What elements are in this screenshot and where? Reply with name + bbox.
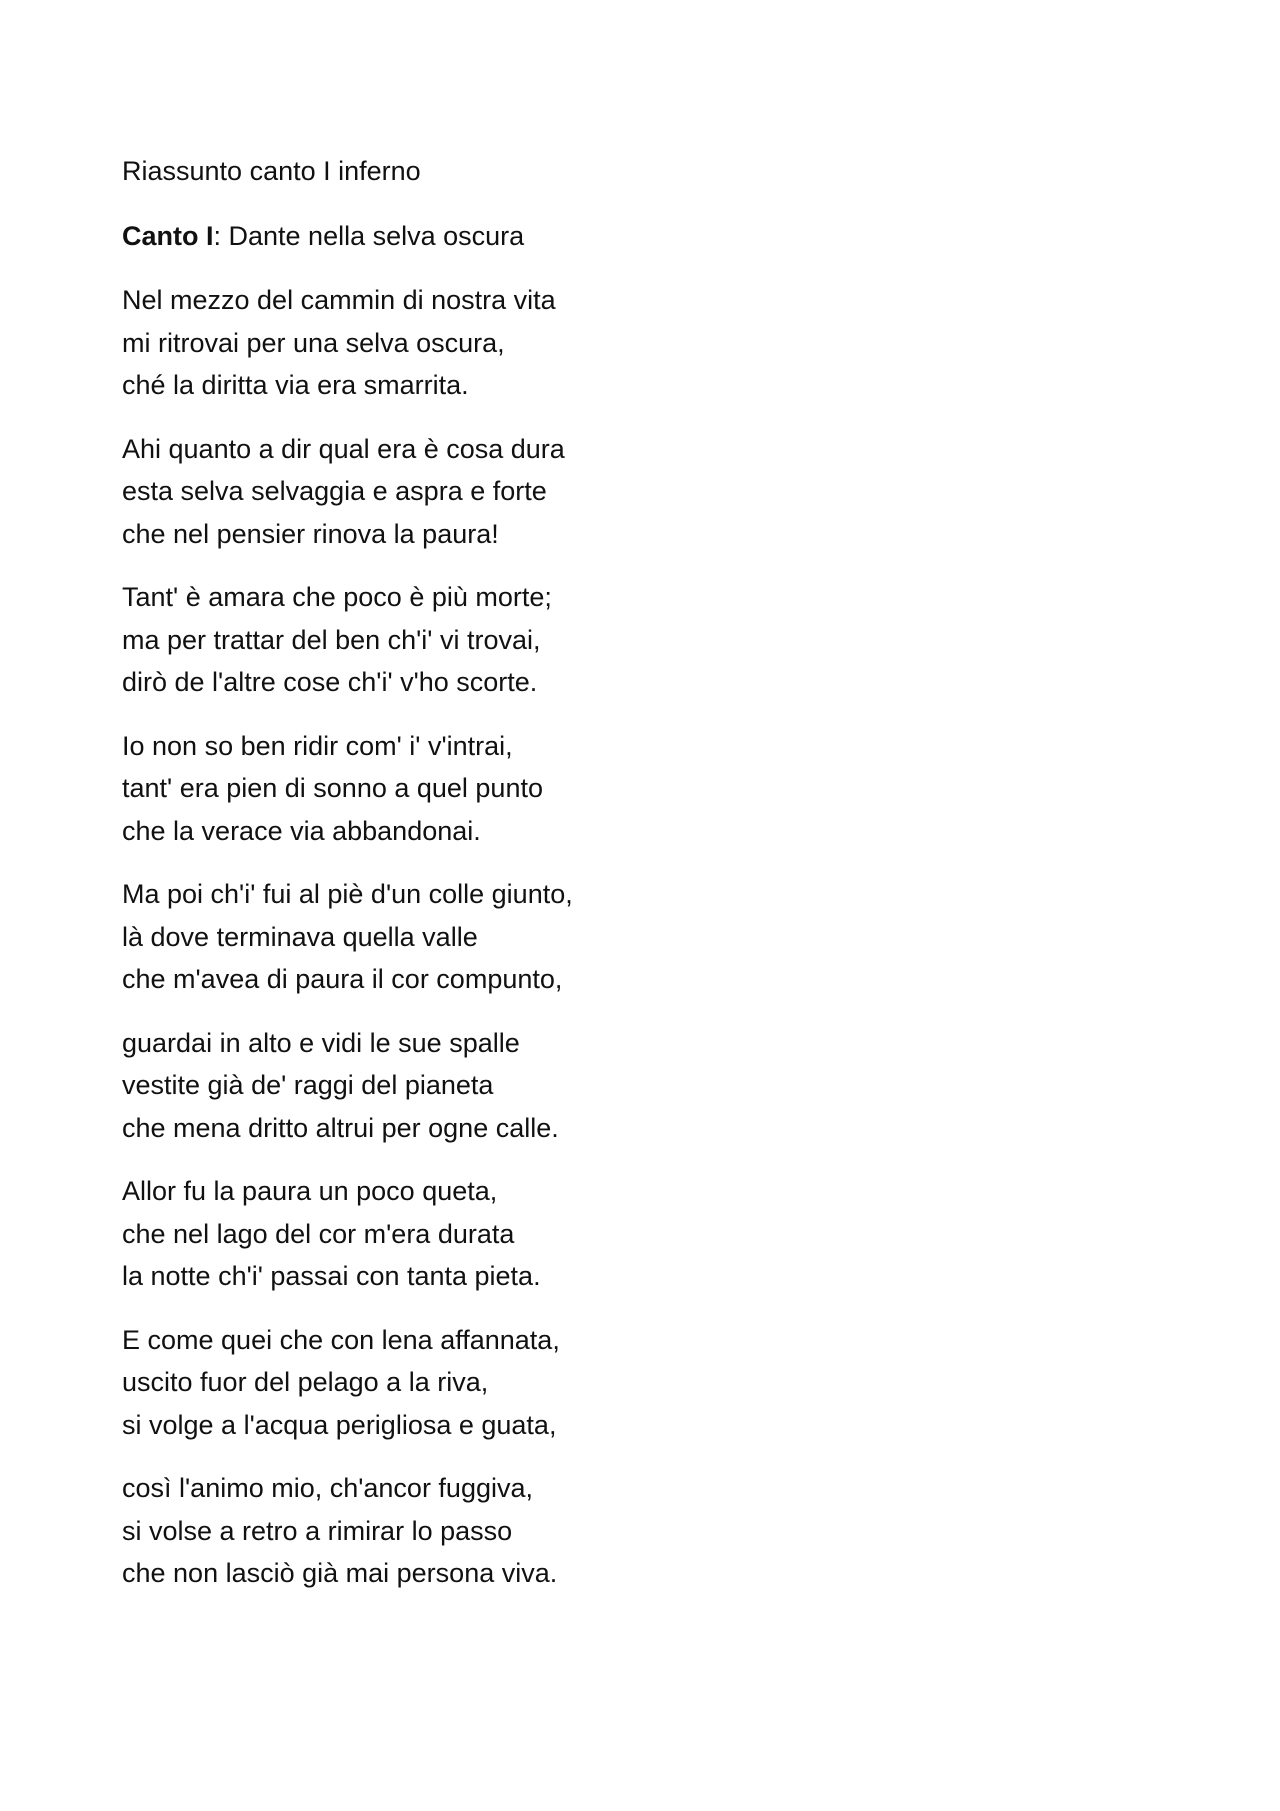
document-body xyxy=(122,150,1122,1616)
verse-line: dirò de l'altre cose ch'i' v'ho scorte. xyxy=(122,667,538,697)
stanza-2 xyxy=(122,428,1122,556)
stanza-4 xyxy=(122,725,1122,853)
stanza-3 xyxy=(122,576,1122,704)
verse-line: ma per trattar del ben ch'i' vi trovai, xyxy=(122,624,541,655)
stanza-9 xyxy=(122,1467,1122,1595)
verse-line: Ahi quanto a dir qual era è cosa dura xyxy=(122,433,565,464)
verse-line: vestite già de' raggi del pianeta xyxy=(122,1070,494,1100)
verse-line: si volse a retro a rimirar lo passo xyxy=(122,1515,513,1546)
canto-heading xyxy=(122,215,1122,258)
verse-line: ché la diritta via era smarrita. xyxy=(122,370,469,400)
stanza-1 xyxy=(122,279,1122,407)
verse-line: guardai in alto e vidi le sue spalle xyxy=(122,1027,520,1058)
canto-heading-label: Canto I xyxy=(122,220,214,251)
verse-line: là dove terminava quella valle xyxy=(122,921,478,952)
verse-line: Ma poi ch'i' fui al piè d'un colle giunto, xyxy=(122,879,573,909)
stanza-5 xyxy=(122,873,1122,1001)
verse-line: che mena dritto altrui per ogne calle. xyxy=(122,1112,559,1143)
verse-line: Nel mezzo del cammin di nostra vita xyxy=(122,285,556,315)
verse-line: che nel pensier rinova la paura! xyxy=(122,518,499,549)
verse-line: che la verace via abbandonai. xyxy=(122,815,481,846)
verse-line: si volge a l'acqua perigliosa e guata, xyxy=(122,1409,557,1440)
verse-line: Tant' è amara che poco è più morte; xyxy=(122,582,552,612)
verse-line: la notte ch'i' passai con tanta pieta. xyxy=(122,1261,541,1291)
verse-line: così l'animo mio, ch'ancor fuggiva, xyxy=(122,1473,533,1503)
canto-heading-subtitle: : Dante nella selva oscura xyxy=(213,220,525,251)
verse-line: Allor fu la paura un poco queta, xyxy=(122,1176,498,1206)
stanza-6 xyxy=(122,1022,1122,1150)
verse-line: esta selva selvaggia e aspra e forte xyxy=(122,476,547,506)
verse-line: che non lasciò già mai persona viva. xyxy=(122,1558,558,1588)
verse-line: Io non so ben ridir com' i' v'intrai, xyxy=(122,730,513,761)
verse-line: E come quei che con lena affannata, xyxy=(122,1324,560,1355)
verse-line: mi ritrovai per una selva oscura, xyxy=(122,327,505,358)
stanza-8 xyxy=(122,1319,1122,1447)
verse-line: che nel lago del cor m'era durata xyxy=(122,1218,515,1249)
document-title: Riassunto canto I inferno xyxy=(122,156,421,186)
verse-line: uscito fuor del pelago a la riva, xyxy=(122,1367,489,1397)
stanza-7 xyxy=(122,1170,1122,1298)
verse-line: che m'avea di paura il cor compunto, xyxy=(122,964,563,994)
verse-line: tant' era pien di sonno a quel punto xyxy=(122,773,543,803)
